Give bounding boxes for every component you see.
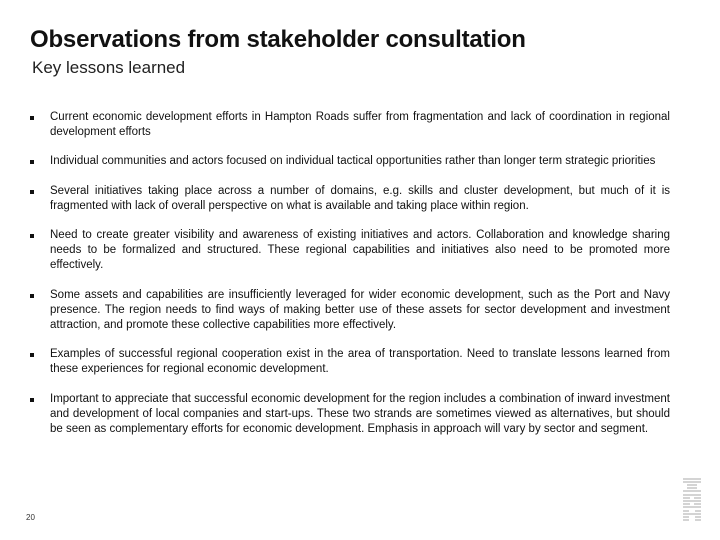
bullet-text: Several initiatives taking place across a number of domains, e.g. skills and cluster development, but much of it is fragmented with lack of overall perspective on what is available and taking place within region. — [50, 184, 670, 212]
bullet-item — [30, 392, 670, 438]
square-bullet-icon — [30, 160, 34, 164]
bullet-list — [30, 110, 670, 451]
bullet-item — [30, 228, 670, 274]
bullet-item — [30, 288, 670, 334]
ibm-logo-stripes — [683, 478, 701, 521]
square-bullet-icon — [30, 353, 34, 357]
square-bullet-icon — [30, 190, 34, 194]
bullet-text: Individual communities and actors focused on individual tactical opportunities rather than longer term strategic priorities — [50, 155, 656, 168]
bullet-text: Important to appreciate that successful economic development for the region includes a combination of inward investment and development of local companies and start-ups. These two strands are sometimes viewed as alternatives, but should be seen as complementary efforts for economic development. Emphasis in approach will vary by sector and segment. — [50, 392, 670, 436]
square-bullet-icon — [30, 234, 34, 238]
bullet-text: Some assets and capabilities are insufficiently leveraged for wider economic development, such as the Port and Navy presence. The region needs to find ways of making better use of these assets for sector development and investment attraction, and promote these collective capabilities more effectively. — [50, 288, 670, 332]
square-bullet-icon — [30, 398, 34, 402]
slide-subtitle: Key lessons learned — [32, 58, 186, 77]
square-bullet-icon — [30, 116, 34, 120]
bullet-text: Need to create greater visibility and awareness of existing initiatives and actors. Collaboration and knowledge sharing needs to be formalized and structured. These regional capabilities and initiatives also need to be promoted more effectively. — [50, 229, 670, 272]
slide-title: Observations from stakeholder consultation — [30, 26, 526, 53]
bullet-text: Examples of successful regional cooperation exist in the area of transportation. Need to translate lessons learned from these experiences for regional economic development. — [50, 348, 670, 376]
bullet-item — [30, 110, 670, 140]
bullet-item — [30, 184, 670, 214]
ibm-logo-icon — [683, 478, 701, 522]
bullet-item — [30, 154, 670, 169]
bullet-item — [30, 347, 670, 377]
page-number: 20 — [26, 513, 35, 522]
bullet-text: Current economic development efforts in Hampton Roads suffer from fragmentation and lack of coordination in regional development efforts — [50, 111, 670, 139]
square-bullet-icon — [30, 294, 34, 298]
